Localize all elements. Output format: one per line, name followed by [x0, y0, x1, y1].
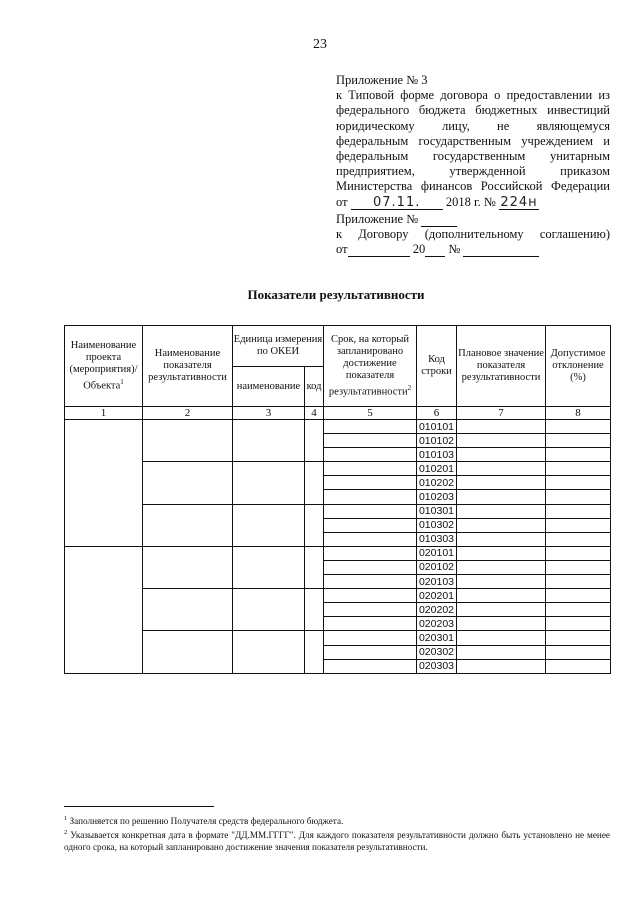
row-code-cell: 020101	[417, 546, 457, 560]
deadline-cell	[324, 476, 417, 490]
deadline-cell	[324, 420, 417, 434]
planned-value-cell	[457, 546, 546, 560]
deviation-cell	[546, 518, 611, 532]
contract-number-blank	[463, 243, 539, 257]
unit-code-cell	[305, 631, 324, 673]
header-deadline: Срок, на который запланировано достижение показателя результативности$^2$	[324, 326, 417, 407]
deadline-cell	[324, 589, 417, 603]
header-unit-code: код	[305, 367, 324, 407]
deadline-cell	[324, 518, 417, 532]
table-row	[65, 462, 611, 476]
row-code-cell: 010101	[417, 420, 457, 434]
unit-code-cell	[305, 589, 324, 631]
planned-value-cell	[457, 560, 546, 574]
deviation-cell	[546, 462, 611, 476]
deviation-cell	[546, 448, 611, 462]
table-row	[65, 504, 611, 518]
contract-date-blank	[348, 243, 410, 257]
planned-value-cell	[457, 645, 546, 659]
deadline-cell	[324, 448, 417, 462]
planned-value-cell	[457, 420, 546, 434]
column-number: 3	[233, 407, 305, 420]
unit-code-cell	[305, 546, 324, 588]
deadline-cell	[324, 575, 417, 589]
deadline-cell	[324, 504, 417, 518]
deadline-cell	[324, 546, 417, 560]
row-code-cell: 010301	[417, 504, 457, 518]
deadline-cell	[324, 490, 417, 504]
planned-value-cell	[457, 490, 546, 504]
planned-value-cell	[457, 589, 546, 603]
footnote-1: $^1$ Заполняется по решению Получателя средств федерального бюджета.	[64, 815, 344, 827]
header-row-code: Код строки	[417, 326, 457, 407]
row-code-cell: 020302	[417, 645, 457, 659]
appendix-3-line: Министерства финансов Российской Федерации	[336, 179, 610, 194]
indicators-table	[64, 325, 611, 674]
row-code-cell: 020301	[417, 631, 457, 645]
unit-code-cell	[305, 420, 324, 462]
row-code-cell: 020201	[417, 589, 457, 603]
planned-value-cell	[457, 518, 546, 532]
deviation-cell	[546, 532, 611, 546]
deadline-cell	[324, 617, 417, 631]
planned-value-cell	[457, 532, 546, 546]
unit-name-cell	[233, 546, 305, 588]
deviation-cell	[546, 490, 611, 504]
unit-name-cell	[233, 589, 305, 631]
planned-value-cell	[457, 659, 546, 673]
appendix-number-blank	[421, 213, 457, 227]
row-code-cell: 010203	[417, 490, 457, 504]
planned-value-cell	[457, 434, 546, 448]
row-code-cell: 020202	[417, 603, 457, 617]
unit-name-cell	[233, 420, 305, 462]
row-code-cell: 020102	[417, 560, 457, 574]
appendix-3-line: предприятием, утвержденной приказом	[336, 164, 611, 179]
deviation-cell	[546, 645, 611, 659]
unit-name-cell	[233, 631, 305, 673]
footnotes	[64, 813, 610, 853]
deviation-cell	[546, 603, 611, 617]
unit-name-cell	[233, 504, 305, 546]
indicator-cell	[143, 546, 233, 588]
appendix-3-line: к Типовой форме договора о предоставлении из	[336, 88, 610, 103]
header-unit-name: наименование	[233, 367, 305, 407]
page-number: 23	[313, 37, 327, 52]
planned-value-cell	[457, 575, 546, 589]
column-number: 2	[143, 407, 233, 420]
deviation-cell	[546, 504, 611, 518]
row-code-cell: 010202	[417, 476, 457, 490]
column-number: 6	[417, 407, 457, 420]
table-row	[65, 631, 611, 645]
row-code-cell: 010303	[417, 532, 457, 546]
approval-date: 07.11.	[351, 196, 443, 210]
indicator-cell	[143, 504, 233, 546]
column-number: 1	[65, 407, 143, 420]
appendix-3-line: федеральным государственным учреждением и	[336, 133, 610, 148]
column-number: 8	[546, 407, 611, 420]
deadline-cell	[324, 659, 417, 673]
column-number: 4	[305, 407, 324, 420]
unit-code-cell	[305, 462, 324, 504]
deviation-cell	[546, 546, 611, 560]
deviation-cell	[546, 631, 611, 645]
deadline-cell	[324, 560, 417, 574]
footnote-2: $^2$ Указывается конкретная дата в формате "ДД.ММ.ГГГГ". Для каждого показателя результативности должно быть установлено не менее одного срока, на который запланировано достижение значения показателя результативности.	[64, 829, 610, 853]
row-code-cell: 010302	[417, 518, 457, 532]
appendix-3-block	[336, 73, 610, 210]
header-deviation: Допустимое отклонение (%)	[546, 326, 611, 407]
row-code-cell: 010103	[417, 448, 457, 462]
planned-value-cell	[457, 476, 546, 490]
table-row	[65, 546, 611, 560]
approval-date-line: от 07.11. 2018 г. № 224н	[336, 194, 538, 210]
indicator-cell	[143, 462, 233, 504]
indicator-cell	[143, 589, 233, 631]
deadline-cell	[324, 645, 417, 659]
appendix-3-title: Приложение № 3	[336, 73, 428, 87]
table-row	[65, 589, 611, 603]
order-number: 224н	[500, 194, 538, 210]
table-row	[65, 420, 611, 434]
project-cell	[65, 546, 143, 673]
column-number: 7	[457, 407, 546, 420]
deadline-cell	[324, 603, 417, 617]
indicator-cell	[143, 631, 233, 673]
deviation-cell	[546, 575, 611, 589]
appendix-3-line: федерального бюджета бюджетных инвестиций	[336, 103, 610, 118]
row-code-cell: 010201	[417, 462, 457, 476]
contract-year-blank	[425, 243, 445, 257]
deviation-cell	[546, 589, 611, 603]
appendix-contract-line: к Договору (дополнительному соглашению)	[336, 227, 611, 242]
footnote-divider	[64, 806, 214, 807]
planned-value-cell	[457, 631, 546, 645]
deviation-cell	[546, 434, 611, 448]
header-unit-group: Единица измерения по ОКЕИ	[233, 326, 324, 367]
deviation-cell	[546, 476, 611, 490]
deadline-cell	[324, 462, 417, 476]
row-code-cell: 020203	[417, 617, 457, 631]
planned-value-cell	[457, 603, 546, 617]
planned-value-cell	[457, 617, 546, 631]
appendix-3-line: юридическому лицу, не являющемуся	[336, 118, 611, 133]
planned-value-cell	[457, 462, 546, 476]
contract-date-line: от 20 №	[336, 242, 610, 257]
project-cell	[65, 420, 143, 547]
row-code-cell: 020303	[417, 659, 457, 673]
header-planned-value: Плановое значение показателя результативности	[457, 326, 546, 407]
appendix-contract-block	[336, 212, 610, 258]
deadline-cell	[324, 434, 417, 448]
deviation-cell	[546, 617, 611, 631]
deadline-cell	[324, 532, 417, 546]
deviation-cell	[546, 420, 611, 434]
deadline-cell	[324, 631, 417, 645]
deviation-cell	[546, 659, 611, 673]
column-number: 5	[324, 407, 417, 420]
indicator-cell	[143, 420, 233, 462]
deviation-cell	[546, 560, 611, 574]
row-code-cell: 020103	[417, 575, 457, 589]
appendix-3-line: федеральным государственным унитарным	[336, 149, 611, 164]
planned-value-cell	[457, 504, 546, 518]
unit-name-cell	[233, 462, 305, 504]
section-title: Показатели результативности	[247, 287, 425, 302]
appendix-contract-title: Приложение №	[336, 212, 610, 227]
unit-code-cell	[305, 504, 324, 546]
planned-value-cell	[457, 448, 546, 462]
header-indicator: Наименование показателя результативности	[143, 326, 233, 407]
header-project: Наименование проекта (мероприятия)/ Объекта$^1$	[65, 326, 143, 407]
row-code-cell: 010102	[417, 434, 457, 448]
